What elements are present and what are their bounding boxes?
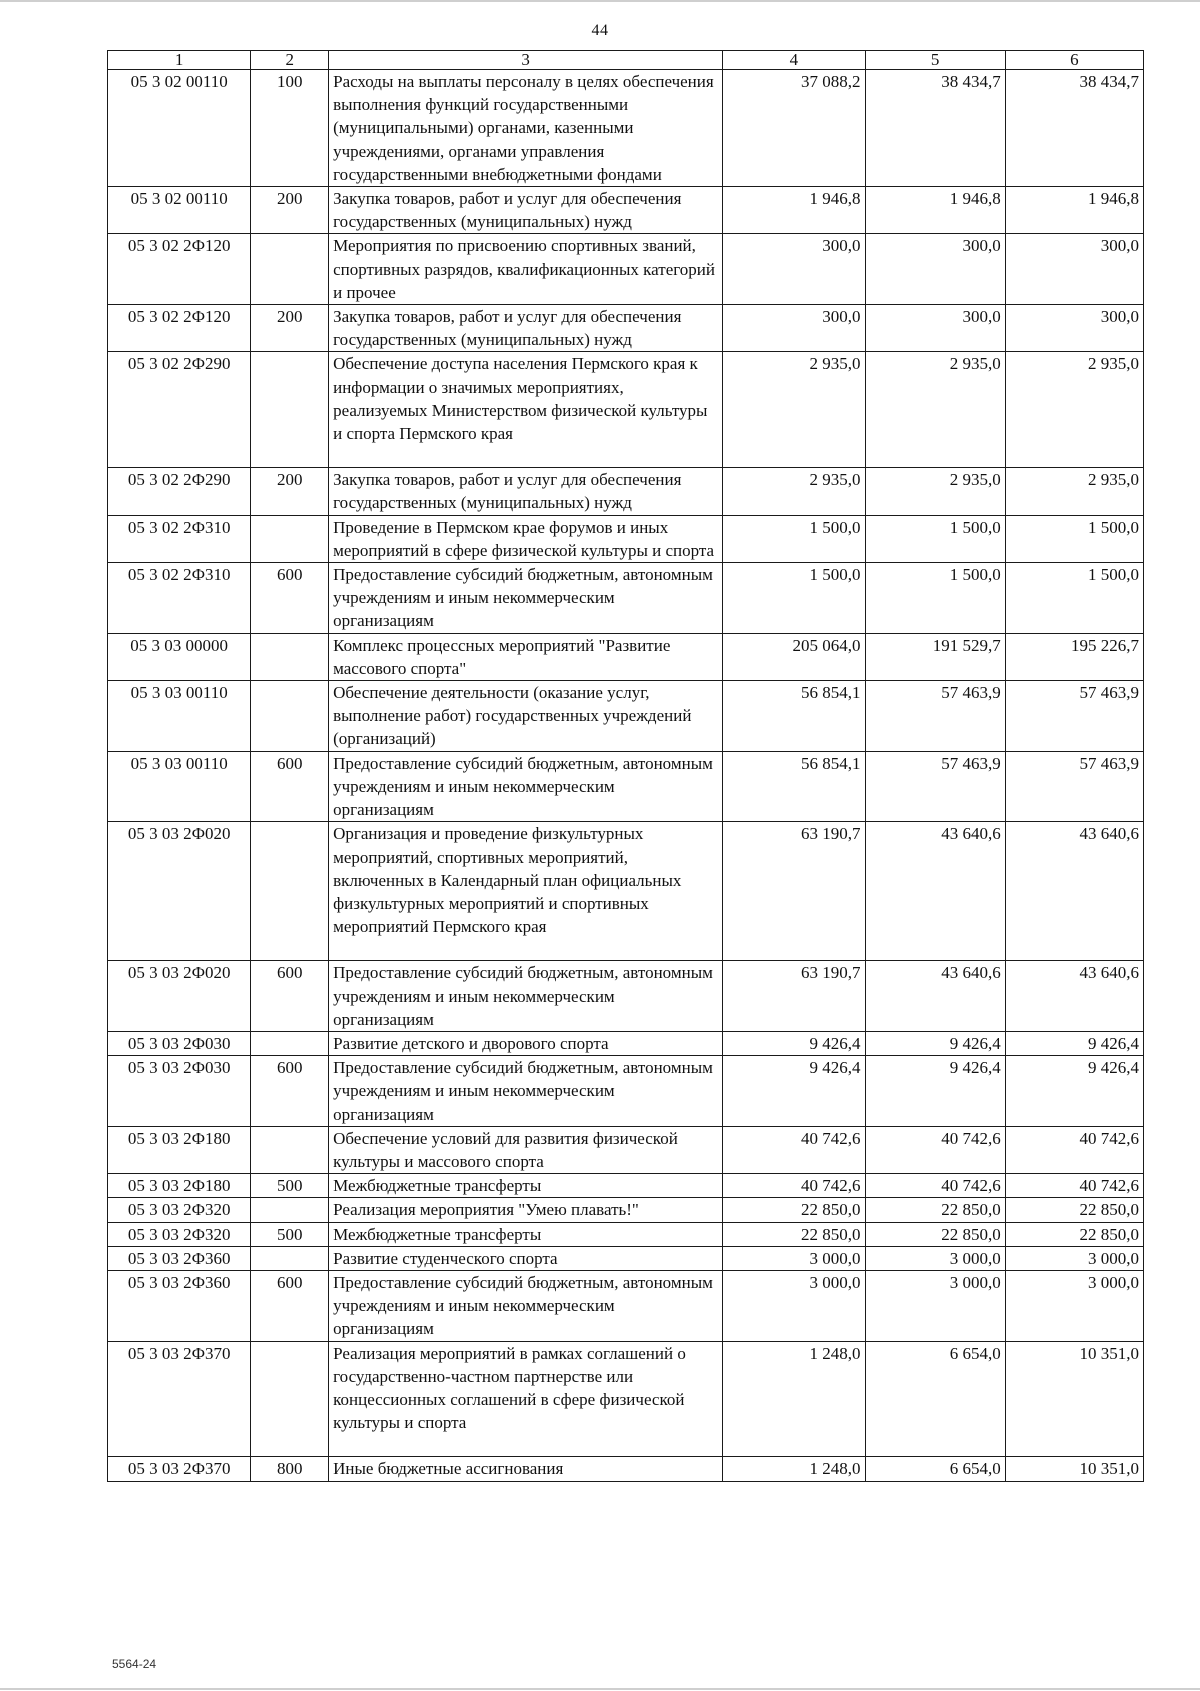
table-row bbox=[108, 305, 1144, 352]
amount-col5-cell: 40 742,6 bbox=[865, 1126, 1005, 1173]
table-body bbox=[108, 70, 1144, 1482]
expense-type-cell: 500 bbox=[251, 1174, 329, 1198]
amount-col5-cell: 40 742,6 bbox=[865, 1174, 1005, 1198]
expense-type-cell bbox=[251, 1341, 329, 1457]
amount-col4-cell: 1 500,0 bbox=[723, 515, 865, 562]
description-cell: Развитие детского и дворового спорта bbox=[329, 1031, 723, 1055]
amount-col4-cell: 1 946,8 bbox=[723, 187, 865, 234]
header-row bbox=[108, 51, 1144, 70]
table-row bbox=[108, 822, 1144, 961]
amount-col6-cell: 10 351,0 bbox=[1005, 1341, 1143, 1457]
amount-col4-cell: 205 064,0 bbox=[723, 633, 865, 680]
table-row bbox=[108, 961, 1144, 1032]
table-row bbox=[108, 1056, 1144, 1127]
target-code-cell: 05 3 03 2Ф020 bbox=[108, 961, 251, 1032]
expense-type-cell: 200 bbox=[251, 468, 329, 515]
expense-type-cell bbox=[251, 822, 329, 961]
description-cell: Предоставление субсидий бюджетным, автономным учреждениям и иным некоммерческим организациям bbox=[329, 751, 723, 822]
budget-table bbox=[107, 50, 1144, 1482]
table-row bbox=[108, 1457, 1144, 1481]
target-code-cell: 05 3 02 2Ф120 bbox=[108, 234, 251, 305]
amount-col5-cell: 3 000,0 bbox=[865, 1246, 1005, 1270]
table-row bbox=[108, 563, 1144, 634]
table-row bbox=[108, 1031, 1144, 1055]
amount-col4-cell: 56 854,1 bbox=[723, 751, 865, 822]
amount-col4-cell: 63 190,7 bbox=[723, 961, 865, 1032]
amount-col4-cell: 2 935,0 bbox=[723, 468, 865, 515]
amount-col6-cell: 1 500,0 bbox=[1005, 515, 1143, 562]
amount-col4-cell: 9 426,4 bbox=[723, 1031, 865, 1055]
amount-col6-cell: 300,0 bbox=[1005, 234, 1143, 305]
description-cell: Предоставление субсидий бюджетным, автономным учреждениям и иным некоммерческим организациям bbox=[329, 563, 723, 634]
target-code-cell: 05 3 02 2Ф310 bbox=[108, 515, 251, 562]
target-code-cell: 05 3 03 2Ф320 bbox=[108, 1198, 251, 1222]
amount-col6-cell: 22 850,0 bbox=[1005, 1222, 1143, 1246]
amount-col6-cell: 43 640,6 bbox=[1005, 961, 1143, 1032]
amount-col4-cell: 3 000,0 bbox=[723, 1246, 865, 1270]
amount-col4-cell: 40 742,6 bbox=[723, 1126, 865, 1173]
expense-type-cell bbox=[251, 1031, 329, 1055]
expense-type-cell: 600 bbox=[251, 751, 329, 822]
expense-type-cell: 800 bbox=[251, 1457, 329, 1481]
scan-edge-bottom bbox=[0, 1688, 1200, 1690]
target-code-cell: 05 3 02 2Ф120 bbox=[108, 305, 251, 352]
target-code-cell: 05 3 03 2Ф030 bbox=[108, 1031, 251, 1055]
amount-col5-cell: 22 850,0 bbox=[865, 1198, 1005, 1222]
description-cell: Обеспечение доступа населения Пермского края к информации о значимых мероприятиях, реализуемых Министерством физической культуры и спорта Пермского края bbox=[329, 352, 723, 468]
amount-col5-cell: 9 426,4 bbox=[865, 1031, 1005, 1055]
col-header-5: 5 bbox=[865, 51, 1005, 70]
amount-col6-cell: 10 351,0 bbox=[1005, 1457, 1143, 1481]
description-cell: Организация и проведение физкультурных мероприятий, спортивных мероприятий, включенных в Календарный план официальных физкультурных мероприятий и спортивных мероприятий Пермского края bbox=[329, 822, 723, 961]
target-code-cell: 05 3 02 2Ф310 bbox=[108, 563, 251, 634]
description-cell: Реализация мероприятий в рамках соглашений о государственно-частном партнерстве или концессионных соглашений в сфере физической культуры и спорта bbox=[329, 1341, 723, 1457]
col-header-2: 2 bbox=[251, 51, 329, 70]
target-code-cell: 05 3 03 2Ф020 bbox=[108, 822, 251, 961]
table-row bbox=[108, 515, 1144, 562]
amount-col4-cell: 22 850,0 bbox=[723, 1198, 865, 1222]
amount-col6-cell: 40 742,6 bbox=[1005, 1126, 1143, 1173]
col-header-1: 1 bbox=[108, 51, 251, 70]
description-cell: Межбюджетные трансферты bbox=[329, 1222, 723, 1246]
description-cell: Межбюджетные трансферты bbox=[329, 1174, 723, 1198]
description-cell: Проведение в Пермском крае форумов и иных мероприятий в сфере физической культуры и спорта bbox=[329, 515, 723, 562]
amount-col6-cell: 195 226,7 bbox=[1005, 633, 1143, 680]
amount-col5-cell: 57 463,9 bbox=[865, 681, 1005, 752]
amount-col5-cell: 38 434,7 bbox=[865, 70, 1005, 187]
table-row bbox=[108, 1341, 1144, 1457]
table-row bbox=[108, 1174, 1144, 1198]
table-row bbox=[108, 1246, 1144, 1270]
description-cell: Развитие студенческого спорта bbox=[329, 1246, 723, 1270]
expense-type-cell: 100 bbox=[251, 70, 329, 187]
target-code-cell: 05 3 03 2Ф320 bbox=[108, 1222, 251, 1246]
amount-col6-cell: 43 640,6 bbox=[1005, 822, 1143, 961]
expense-type-cell: 600 bbox=[251, 563, 329, 634]
table-row bbox=[108, 234, 1144, 305]
amount-col6-cell: 9 426,4 bbox=[1005, 1031, 1143, 1055]
target-code-cell: 05 3 03 00110 bbox=[108, 751, 251, 822]
amount-col4-cell: 300,0 bbox=[723, 305, 865, 352]
amount-col5-cell: 300,0 bbox=[865, 234, 1005, 305]
expense-type-cell: 500 bbox=[251, 1222, 329, 1246]
amount-col6-cell: 40 742,6 bbox=[1005, 1174, 1143, 1198]
amount-col4-cell: 40 742,6 bbox=[723, 1174, 865, 1198]
amount-col6-cell: 57 463,9 bbox=[1005, 681, 1143, 752]
amount-col4-cell: 1 248,0 bbox=[723, 1457, 865, 1481]
target-code-cell: 05 3 02 2Ф290 bbox=[108, 468, 251, 515]
target-code-cell: 05 3 03 2Ф180 bbox=[108, 1174, 251, 1198]
target-code-cell: 05 3 02 00110 bbox=[108, 187, 251, 234]
amount-col6-cell: 22 850,0 bbox=[1005, 1198, 1143, 1222]
table-row bbox=[108, 681, 1144, 752]
amount-col6-cell: 3 000,0 bbox=[1005, 1246, 1143, 1270]
expense-type-cell bbox=[251, 1198, 329, 1222]
amount-col6-cell: 300,0 bbox=[1005, 305, 1143, 352]
amount-col6-cell: 3 000,0 bbox=[1005, 1270, 1143, 1341]
amount-col5-cell: 1 500,0 bbox=[865, 515, 1005, 562]
target-code-cell: 05 3 03 2Ф360 bbox=[108, 1270, 251, 1341]
description-cell: Комплекс процессных мероприятий "Развитие массового спорта" bbox=[329, 633, 723, 680]
target-code-cell: 05 3 03 00000 bbox=[108, 633, 251, 680]
expense-type-cell bbox=[251, 352, 329, 468]
target-code-cell: 05 3 02 2Ф290 bbox=[108, 352, 251, 468]
table-header bbox=[108, 51, 1144, 70]
table-row bbox=[108, 187, 1144, 234]
amount-col5-cell: 191 529,7 bbox=[865, 633, 1005, 680]
expense-type-cell: 600 bbox=[251, 1270, 329, 1341]
table-row bbox=[108, 1222, 1144, 1246]
amount-col5-cell: 1 500,0 bbox=[865, 563, 1005, 634]
expense-type-cell: 200 bbox=[251, 305, 329, 352]
expense-type-cell bbox=[251, 681, 329, 752]
amount-col6-cell: 1 946,8 bbox=[1005, 187, 1143, 234]
amount-col4-cell: 300,0 bbox=[723, 234, 865, 305]
description-cell: Обеспечение деятельности (оказание услуг, выполнение работ) государственных учреждений (организаций) bbox=[329, 681, 723, 752]
amount-col4-cell: 1 248,0 bbox=[723, 1341, 865, 1457]
description-cell: Иные бюджетные ассигнования bbox=[329, 1457, 723, 1481]
expense-type-cell: 200 bbox=[251, 187, 329, 234]
table-row bbox=[108, 70, 1144, 187]
amount-col5-cell: 300,0 bbox=[865, 305, 1005, 352]
amount-col5-cell: 3 000,0 bbox=[865, 1270, 1005, 1341]
table-row bbox=[108, 352, 1144, 468]
amount-col6-cell: 9 426,4 bbox=[1005, 1056, 1143, 1127]
table-row bbox=[108, 1126, 1144, 1173]
amount-col5-cell: 6 654,0 bbox=[865, 1341, 1005, 1457]
description-cell: Предоставление субсидий бюджетным, автономным учреждениям и иным некоммерческим организациям bbox=[329, 961, 723, 1032]
description-cell: Закупка товаров, работ и услуг для обеспечения государственных (муниципальных) нужд bbox=[329, 187, 723, 234]
amount-col6-cell: 1 500,0 bbox=[1005, 563, 1143, 634]
amount-col4-cell: 9 426,4 bbox=[723, 1056, 865, 1127]
target-code-cell: 05 3 03 2Ф180 bbox=[108, 1126, 251, 1173]
description-cell: Предоставление субсидий бюджетным, автономным учреждениям и иным некоммерческим организациям bbox=[329, 1270, 723, 1341]
amount-col6-cell: 57 463,9 bbox=[1005, 751, 1143, 822]
amount-col6-cell: 38 434,7 bbox=[1005, 70, 1143, 187]
amount-col6-cell: 2 935,0 bbox=[1005, 352, 1143, 468]
table-row bbox=[108, 468, 1144, 515]
description-cell: Закупка товаров, работ и услуг для обеспечения государственных (муниципальных) нужд bbox=[329, 305, 723, 352]
col-header-6: 6 bbox=[1005, 51, 1143, 70]
scan-edge-top bbox=[0, 0, 1200, 2]
amount-col4-cell: 2 935,0 bbox=[723, 352, 865, 468]
amount-col4-cell: 3 000,0 bbox=[723, 1270, 865, 1341]
table-row bbox=[108, 751, 1144, 822]
amount-col5-cell: 57 463,9 bbox=[865, 751, 1005, 822]
description-cell: Предоставление субсидий бюджетным, автономным учреждениям и иным некоммерческим организациям bbox=[329, 1056, 723, 1127]
description-cell: Реализация мероприятия "Умею плавать!" bbox=[329, 1198, 723, 1222]
amount-col4-cell: 63 190,7 bbox=[723, 822, 865, 961]
table-row bbox=[108, 1198, 1144, 1222]
description-cell: Закупка товаров, работ и услуг для обеспечения государственных (муниципальных) нужд bbox=[329, 468, 723, 515]
description-cell: Обеспечение условий для развития физической культуры и массового спорта bbox=[329, 1126, 723, 1173]
expense-type-cell bbox=[251, 515, 329, 562]
target-code-cell: 05 3 03 2Ф370 bbox=[108, 1341, 251, 1457]
amount-col5-cell: 1 946,8 bbox=[865, 187, 1005, 234]
expense-type-cell bbox=[251, 1126, 329, 1173]
expense-type-cell: 600 bbox=[251, 961, 329, 1032]
expense-type-cell bbox=[251, 633, 329, 680]
amount-col5-cell: 9 426,4 bbox=[865, 1056, 1005, 1127]
expense-type-cell: 600 bbox=[251, 1056, 329, 1127]
amount-col5-cell: 2 935,0 bbox=[865, 468, 1005, 515]
table-row bbox=[108, 1270, 1144, 1341]
col-header-4: 4 bbox=[723, 51, 865, 70]
amount-col5-cell: 2 935,0 bbox=[865, 352, 1005, 468]
target-code-cell: 05 3 03 2Ф360 bbox=[108, 1246, 251, 1270]
expense-type-cell bbox=[251, 1246, 329, 1270]
target-code-cell: 05 3 02 00110 bbox=[108, 70, 251, 187]
page-number: 44 bbox=[591, 22, 609, 39]
col-header-3: 3 bbox=[329, 51, 723, 70]
amount-col6-cell: 2 935,0 bbox=[1005, 468, 1143, 515]
expense-type-cell bbox=[251, 234, 329, 305]
target-code-cell: 05 3 03 00110 bbox=[108, 681, 251, 752]
amount-col5-cell: 6 654,0 bbox=[865, 1457, 1005, 1481]
target-code-cell: 05 3 03 2Ф370 bbox=[108, 1457, 251, 1481]
table-row bbox=[108, 633, 1144, 680]
amount-col4-cell: 22 850,0 bbox=[723, 1222, 865, 1246]
description-cell: Мероприятия по присвоению спортивных званий, спортивных разрядов, квалификационных категорий и прочее bbox=[329, 234, 723, 305]
description-cell: Расходы на выплаты персоналу в целях обеспечения выполнения функций государственными (муниципальными) органами, казенными учреждениями, органами управления государственными внебюджетными фондами bbox=[329, 70, 723, 187]
amount-col5-cell: 22 850,0 bbox=[865, 1222, 1005, 1246]
footer-doc-code: 5564-24 bbox=[112, 1657, 157, 1671]
target-code-cell: 05 3 03 2Ф030 bbox=[108, 1056, 251, 1127]
amount-col5-cell: 43 640,6 bbox=[865, 961, 1005, 1032]
amount-col4-cell: 1 500,0 bbox=[723, 563, 865, 634]
amount-col4-cell: 37 088,2 bbox=[723, 70, 865, 187]
amount-col5-cell: 43 640,6 bbox=[865, 822, 1005, 961]
amount-col4-cell: 56 854,1 bbox=[723, 681, 865, 752]
